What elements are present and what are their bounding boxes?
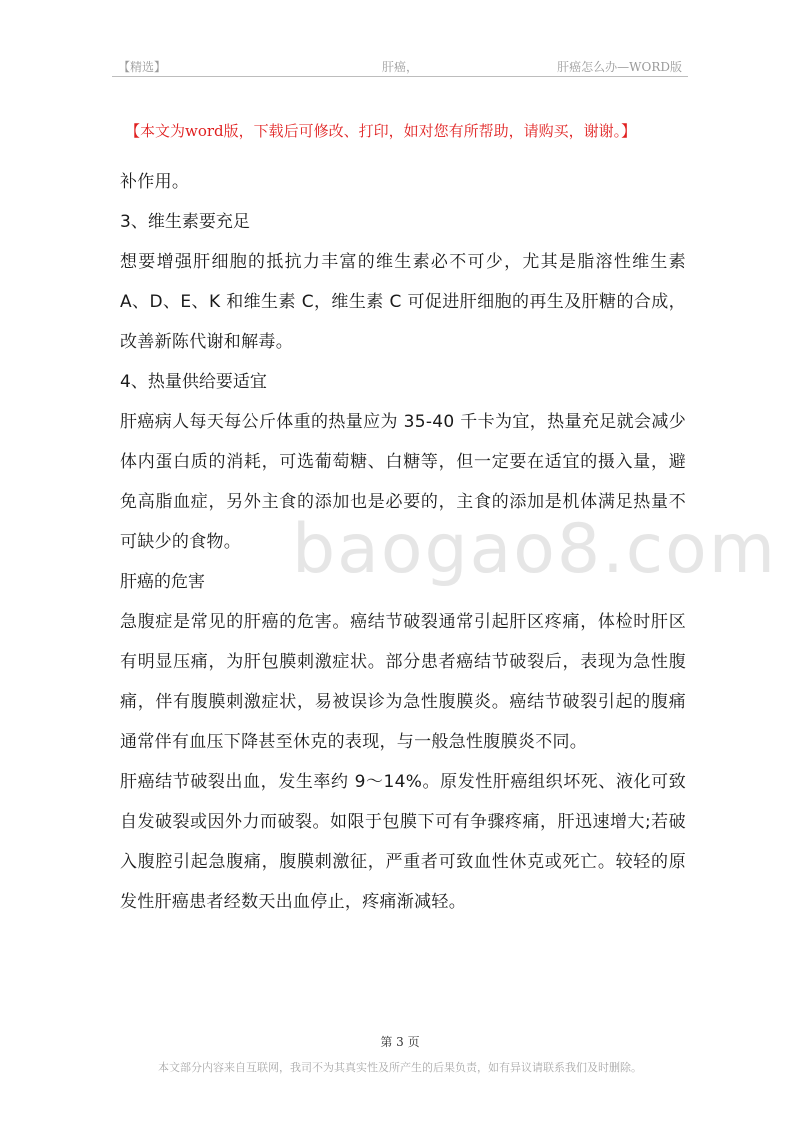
header-left-text: 【精选】	[118, 60, 167, 74]
document-body	[120, 162, 686, 922]
paragraph-rupture: 肝癌结节破裂出血，发生率约 9～14%。原发性肝癌组织坏死、液化可致自发破裂或因外力而破裂。如限于包膜下可有争骤疼痛，肝迅速增大;若破入腹腔引起急腹痛，腹膜刺激征，严重者可致血性休克或死亡。较轻的原发性肝癌患者经数天出血停止，疼痛渐减轻。	[120, 772, 686, 912]
paragraph-calories: 肝癌病人每天每公斤体重的热量应为 35-40 千卡为宜，热量充足就会减少体内蛋白质的消耗，可选葡萄糖、白糖等，但一定要在适宜的摄入量，避免高脂血症，另外主食的添加也是必要的，主食的添加是机体满足热量不可缺少的食物。	[120, 412, 686, 552]
header-right-text: 肝癌怎么办—WORD版	[557, 60, 682, 74]
page-number: 第 3 页	[380, 1035, 420, 1049]
page-footer-disclaimer: 本文部分内容来自互联网，我司不为其真实性及所产生的后果负责，如有异议请联系我们及时删除。	[158, 1061, 642, 1074]
paragraph-hazards: 急腹症是常见的肝癌的危害。癌结节破裂通常引起肝区疼痛，体检时肝区有明显压痛，为肝包膜刺激症状。部分患者癌结节破裂后，表现为急性腹痛，伴有腹膜刺激症状，易被误诊为急性腹膜炎。癌结节破裂引起的腹痛通常伴有血压下降甚至休克的表现，与一般急性腹膜炎不同。	[120, 612, 686, 752]
section-heading-calories: 4、热量供给要适宜	[120, 372, 267, 392]
paragraph-vitamins: 想要增强肝细胞的抵抗力丰富的维生素必不可少，尤其是脂溶性维生素 A、D、E、K 和维生素 C，维生素 C 可促进肝细胞的再生及肝糖的合成，改善新陈代谢和解毒。	[120, 252, 686, 352]
download-notice: 【本文为word版，下载后可修改、打印，如对您有所帮助，请购买，谢谢。】	[125, 122, 637, 140]
section-heading-vitamins: 3、维生素要充足	[120, 212, 250, 232]
section-heading-hazards: 肝癌的危害	[120, 572, 205, 592]
page-header	[112, 54, 688, 77]
paragraph-continuation: 补作用。	[120, 172, 190, 192]
watermark: baogao8.com	[292, 510, 777, 589]
header-center-text: 肝癌，	[382, 60, 419, 74]
